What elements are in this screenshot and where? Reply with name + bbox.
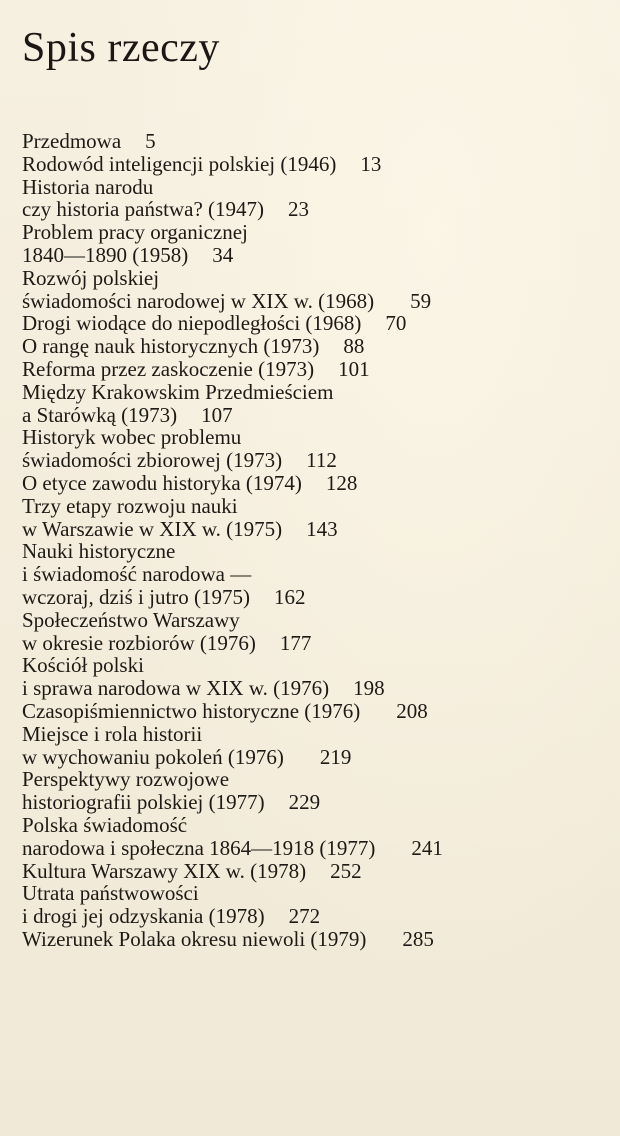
toc-page-number: 219: [319, 744, 352, 769]
toc-page-number: 162: [274, 584, 306, 609]
toc-entry-title: Między Krakowskim Przedmieściem: [22, 379, 334, 404]
toc-entry-title: świadomości zbiorowej (1973): [22, 448, 283, 473]
toc-entry-title: świadomości narodowej w XIX w. (1968): [22, 288, 375, 313]
table-of-contents: [22, 130, 612, 951]
toc-entry: [22, 312, 612, 335]
toc-page-number: 59: [410, 288, 432, 313]
toc-entry-line: [22, 700, 612, 723]
toc-entry-line: [22, 746, 612, 769]
toc-page-number: 272: [288, 904, 321, 929]
page-title: Spis rzeczy: [22, 25, 220, 71]
toc-entry-line: [22, 860, 612, 883]
toc-page-number: 13: [360, 151, 382, 176]
toc-entry: [22, 130, 612, 153]
toc-entry-title: Społeczeństwo Warszawy: [22, 607, 240, 632]
toc-entry-line: [22, 449, 612, 472]
toc-page-number: 229: [288, 790, 321, 815]
toc-entry-line: [22, 677, 612, 700]
toc-entry-line: [22, 632, 612, 655]
toc-entry: [22, 609, 612, 655]
toc-entry-line: [22, 176, 612, 199]
toc-entry-line: [22, 335, 612, 358]
toc-entry: [22, 928, 612, 951]
toc-entry-title: w wychowaniu pokoleń (1976): [22, 744, 284, 769]
toc-entry-title: Wizerunek Polaka okresu niewoli (1979): [22, 926, 367, 951]
toc-entry-line: [22, 153, 612, 176]
toc-entry-title: wczoraj, dziś i jutro (1975): [22, 584, 251, 609]
toc-entry-title: narodowa i społeczna 1864—1918 (1977): [22, 835, 376, 860]
toc-entry-line: [22, 609, 612, 632]
toc-entry-title: Utrata państwowości: [22, 881, 199, 906]
toc-entry: [22, 472, 612, 495]
toc-entry-line: [22, 814, 612, 837]
toc-entry-title: Drogi wiodące do niepodległości (1968): [22, 311, 362, 336]
toc-page-number: 34: [212, 242, 234, 267]
toc-page-number: 107: [201, 402, 233, 427]
toc-entry: [22, 700, 612, 723]
toc-entry: [22, 426, 612, 472]
toc-entry-title: Miejsce i rola historii: [22, 721, 203, 746]
toc-entry-line: [22, 198, 612, 221]
toc-page-number: 143: [306, 516, 338, 541]
toc-entry-title: w okresie rozbiorów (1976): [22, 630, 256, 655]
toc-page-number: 23: [288, 197, 310, 222]
toc-entry-title: Reforma przez zaskoczenie (1973): [22, 356, 315, 381]
toc-entry: [22, 654, 612, 700]
toc-entry: [22, 768, 612, 814]
toc-entry-title: Trzy etapy rozwoju nauki: [22, 493, 238, 518]
toc-entry-line: [22, 563, 612, 586]
toc-page-number: 128: [325, 470, 358, 495]
toc-entry-title: Przedmowa: [22, 129, 122, 153]
toc-entry-line: [22, 267, 612, 290]
toc-page-number: 285: [402, 926, 434, 951]
toc-entry-line: [22, 312, 612, 335]
toc-entry-title: czy historia państwa? (1947): [22, 197, 265, 222]
toc-entry: [22, 153, 612, 176]
toc-entry-line: [22, 290, 612, 313]
toc-entry: [22, 814, 612, 860]
toc-page-number: 198: [353, 676, 385, 701]
toc-entry-line: [22, 404, 612, 427]
toc-entry-title: Historyk wobec problemu: [22, 425, 242, 450]
toc-entry: [22, 358, 612, 381]
toc-entry-title: Kościół polski: [22, 653, 144, 678]
toc-entry-line: [22, 381, 612, 404]
toc-entry-title: Czasopiśmiennictwo historyczne (1976): [22, 698, 361, 723]
toc-page-number: 70: [385, 311, 407, 336]
toc-entry-title: i drogi jej odzyskania (1978): [22, 904, 265, 929]
toc-entry: [22, 267, 612, 313]
toc-entry-title: i sprawa narodowa w XIX w. (1976): [22, 676, 330, 701]
toc-entry: [22, 540, 612, 608]
toc-entry: [22, 723, 612, 769]
toc-entry-line: [22, 495, 612, 518]
toc-entry-title: Polska świadomość: [22, 812, 188, 837]
toc-entry-line: [22, 882, 612, 905]
toc-entry-title: i świadomość narodowa —: [22, 562, 252, 587]
toc-entry-line: [22, 244, 612, 267]
toc-entry: [22, 882, 612, 928]
toc-page-number: 241: [411, 835, 443, 860]
toc-entry-title: O rangę nauk historycznych (1973): [22, 334, 320, 359]
toc-entry: [22, 221, 612, 267]
toc-page-number: 112: [306, 448, 337, 473]
toc-entry-title: Kultura Warszawy XIX w. (1978): [22, 858, 307, 883]
toc-entry-title: 1840—1890 (1958): [22, 242, 189, 267]
toc-page-number: 88: [343, 334, 365, 359]
toc-entry-line: [22, 768, 612, 791]
toc-page-number: 177: [279, 630, 312, 655]
toc-entry-line: [22, 221, 612, 244]
toc-entry-line: [22, 905, 612, 928]
toc-entry-line: [22, 654, 612, 677]
toc-entry-title: Nauki historyczne: [22, 539, 176, 564]
toc-entry-line: [22, 723, 612, 746]
toc-entry: [22, 176, 612, 222]
toc-entry-line: [22, 518, 612, 541]
toc-page-number: 208: [396, 698, 428, 723]
toc-entry-title: Problem pracy organicznej: [22, 220, 248, 245]
toc-entry: [22, 381, 612, 427]
toc-entry-title: w Warszawie w XIX w. (1975): [22, 516, 283, 541]
toc-entry-line: [22, 791, 612, 814]
toc-entry-line: [22, 358, 612, 381]
toc-entry-line: [22, 928, 612, 951]
toc-page-number: 252: [330, 858, 362, 883]
toc-entry-line: [22, 586, 612, 609]
toc-entry: [22, 495, 612, 541]
toc-entry-title: historiografii polskiej (1977): [22, 790, 265, 815]
toc-entry-line: [22, 540, 612, 563]
toc-page-number: 5: [145, 129, 156, 153]
toc-entry: [22, 335, 612, 358]
toc-page-number: 101: [338, 356, 370, 381]
toc-entry-title: Perspektywy rozwojowe: [22, 767, 230, 792]
toc-entry-title: a Starówką (1973): [22, 402, 178, 427]
toc-entry-line: [22, 472, 612, 495]
toc-entry-title: Rozwój polskiej: [22, 265, 160, 290]
toc-entry-title: O etyce zawodu historyka (1974): [22, 470, 302, 495]
toc-entry-line: [22, 130, 612, 153]
toc-entry-title: Historia narodu: [22, 174, 154, 199]
toc-entry-title: Rodowód inteligencji polskiej (1946): [22, 151, 337, 176]
toc-entry: [22, 860, 612, 883]
toc-entry-line: [22, 837, 612, 860]
toc-entry-line: [22, 426, 612, 449]
